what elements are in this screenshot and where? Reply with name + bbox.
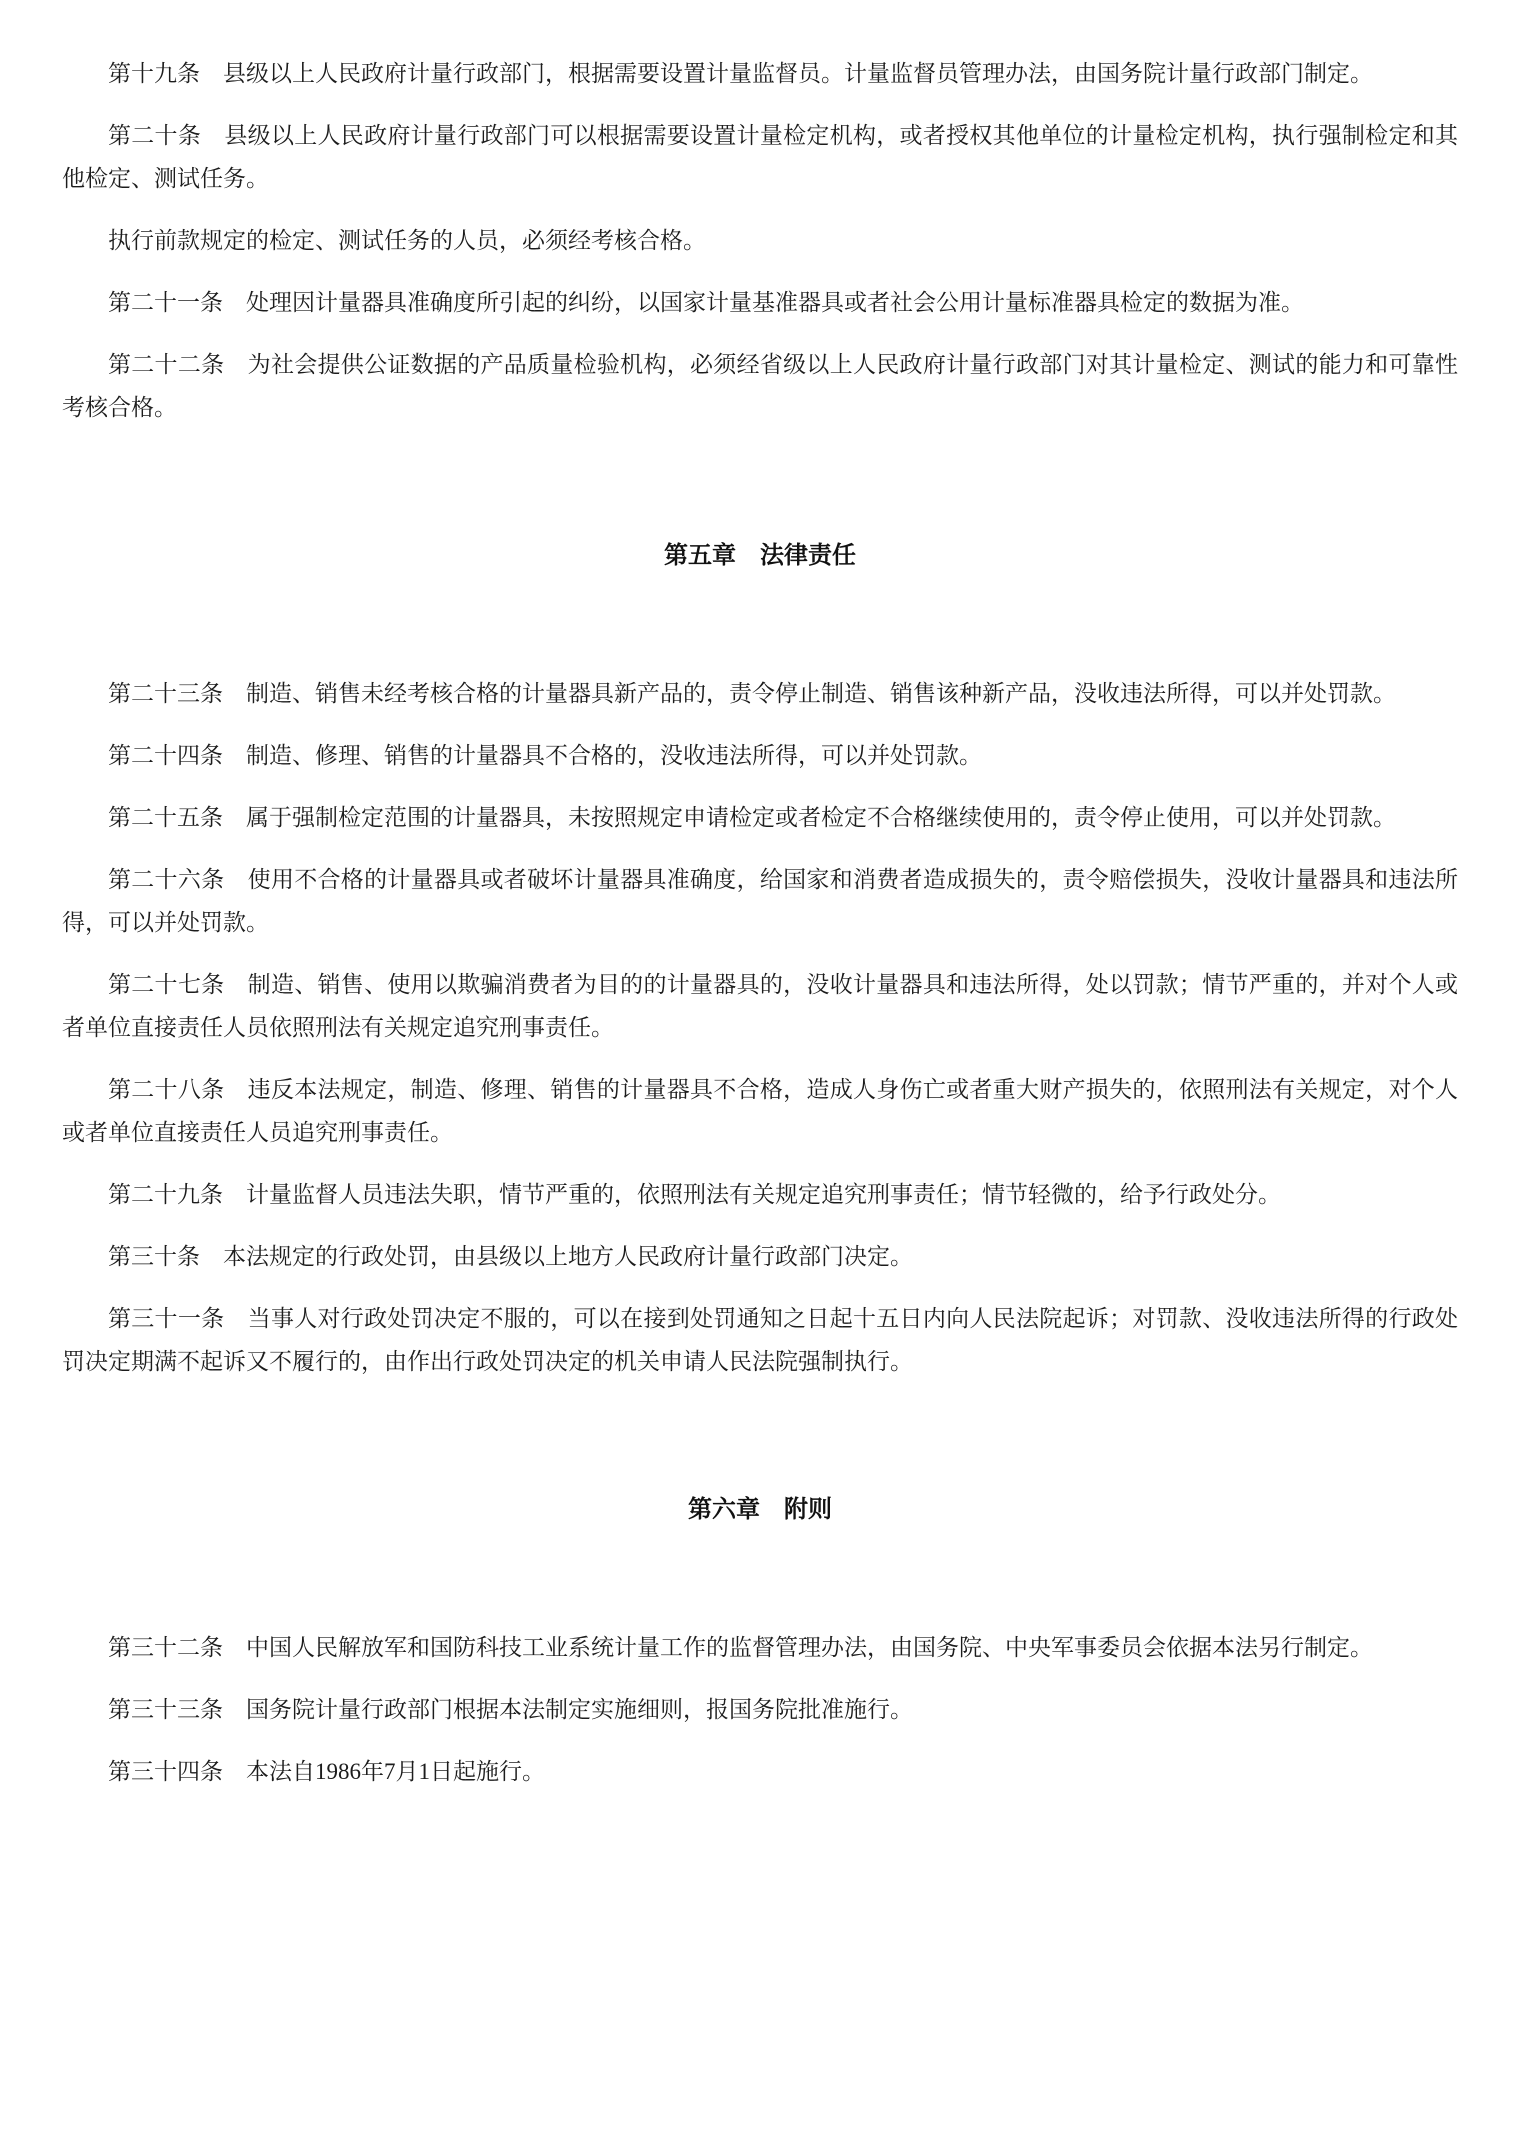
paragraph-article-24: 第二十四条 制造、修理、销售的计量器具不合格的，没收违法所得，可以并处罚款。: [108, 743, 982, 768]
paragraph-article-19: 第十九条 县级以上人民政府计量行政部门，根据需要设置计量监督员。计量监督员管理办法，由国务院计量行政部门制定。: [108, 61, 1373, 86]
chapter-5-heading: 第五章 法律责任: [664, 542, 856, 569]
chapter-6-heading: 第六章 附则: [688, 1496, 832, 1523]
paragraph-article-21: 第二十一条 处理因计量器具准确度所引起的纠纷，以国家计量基准器具或者社会公用计量标准器具检定的数据为准。: [108, 290, 1304, 315]
paragraph-article-34: 第三十四条 本法自1986年7月1日起施行。: [108, 1759, 545, 1784]
paragraph-article-32: 第三十二条 中国人民解放军和国防科技工业系统计量工作的监督管理办法，由国务院、中央军事委员会依据本法另行制定。: [108, 1635, 1373, 1660]
paragraph-article-31: 第三十一条 当事人对行政处罚决定不服的，可以在接到处罚通知之日起十五日内向人民法院起诉；对罚款、没收违法所得的行政处罚决定期满不起诉又不履行的，由作出行政处罚决定的机关申请人民法院强制执行。: [62, 1306, 1458, 1374]
paragraph-article-26: 第二十六条 使用不合格的计量器具或者破坏计量器具准确度，给国家和消费者造成损失的，责令赔偿损失，没收计量器具和违法所得，可以并处罚款。: [62, 867, 1458, 935]
paragraph-article-23: 第二十三条 制造、销售未经考核合格的计量器具新产品的，责令停止制造、销售该种新产品，没收违法所得，可以并处罚款。: [108, 681, 1396, 706]
paragraph-article-25: 第二十五条 属于强制检定范围的计量器具，未按照规定申请检定或者检定不合格继续使用的，责令停止使用，可以并处罚款。: [108, 805, 1396, 830]
paragraph-article-27: 第二十七条 制造、销售、使用以欺骗消费者为目的的计量器具的，没收计量器具和违法所得，处以罚款；情节严重的，并对个人或者单位直接责任人员依照刑法有关规定追究刑事责任。: [62, 972, 1458, 1040]
paragraph-article-22: 第二十二条 为社会提供公证数据的产品质量检验机构，必须经省级以上人民政府计量行政部门对其计量检定、测试的能力和可靠性考核合格。: [62, 352, 1458, 420]
paragraph-article-33: 第三十三条 国务院计量行政部门根据本法制定实施细则，报国务院批准施行。: [108, 1697, 913, 1722]
paragraph-article-30: 第三十条 本法规定的行政处罚，由县级以上地方人民政府计量行政部门决定。: [108, 1244, 913, 1269]
paragraph-article-20-clause-2: 执行前款规定的检定、测试任务的人员，必须经考核合格。: [108, 228, 706, 253]
paragraph-article-28: 第二十八条 违反本法规定，制造、修理、销售的计量器具不合格，造成人身伤亡或者重大财产损失的，依照刑法有关规定，对个人或者单位直接责任人员追究刑事责任。: [62, 1077, 1458, 1145]
paragraph-article-29: 第二十九条 计量监督人员违法失职，情节严重的，依照刑法有关规定追究刑事责任；情节轻微的，给予行政处分。: [108, 1182, 1281, 1207]
paragraph-article-20: 第二十条 县级以上人民政府计量行政部门可以根据需要设置计量检定机构，或者授权其他单位的计量检定机构，执行强制检定和其他检定、测试任务。: [62, 123, 1458, 191]
